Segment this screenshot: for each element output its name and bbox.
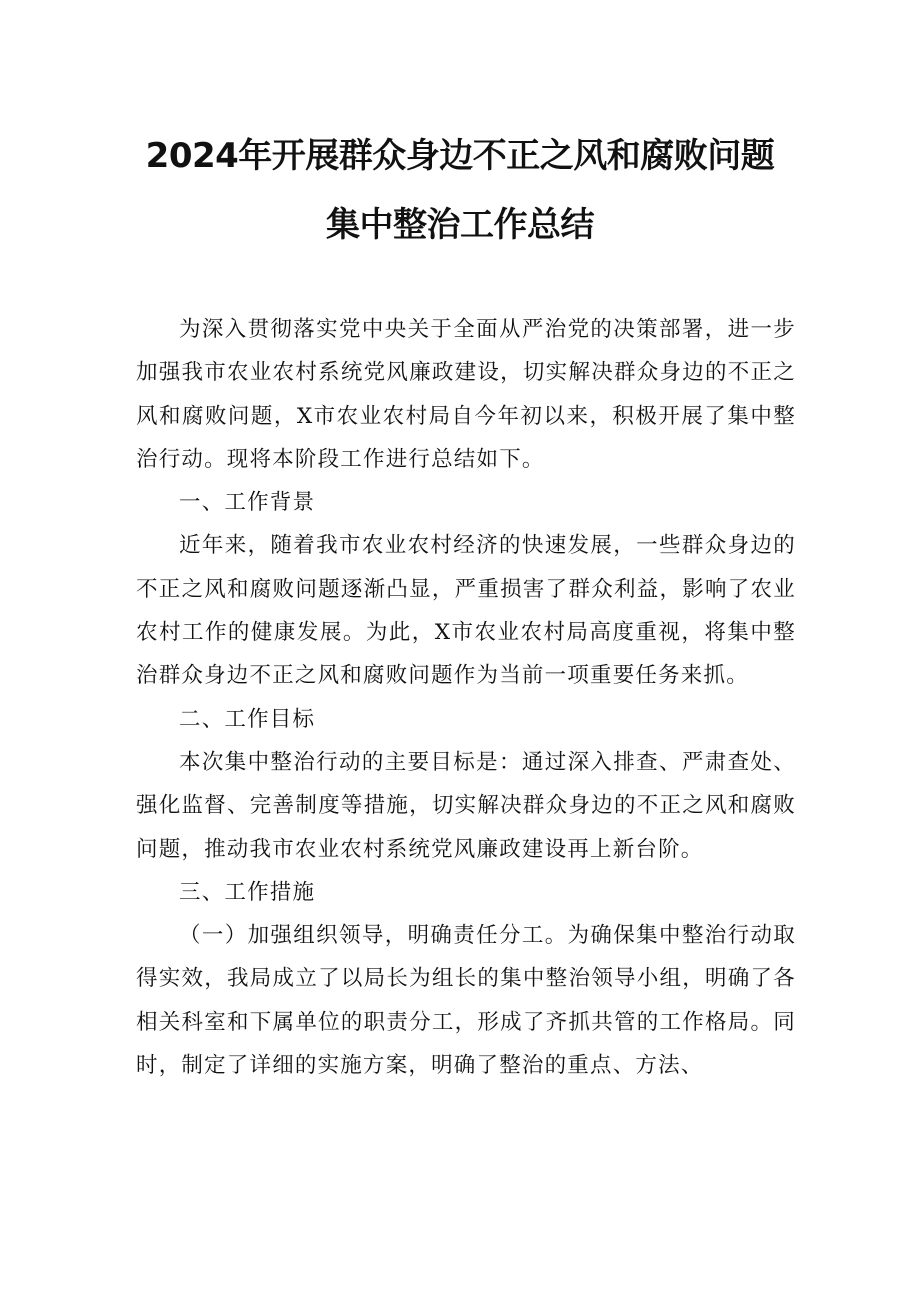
document-body	[136, 308, 796, 1087]
intro-paragraph: 为深入贯彻落实党中央关于全面从严治党的决策部署，进一步加强我市农业农村系统党风廉政建设，切实解决群众身边的不正之风和腐败问题，X市农业农村局自今年初以来，积极开展了集中整治行动。现将本阶段工作进行总结如下。	[136, 317, 796, 472]
section-heading-measures: 三、工作措施	[179, 879, 316, 905]
section-heading-background: 一、工作背景	[179, 490, 316, 516]
document-title-line-1: 2024年开展群众身边不正之风和腐败问题	[145, 136, 775, 176]
measures-paragraph: （一）加强组织领导，明确责任分工。为确保集中整治行动取得实效，我局成立了以局长为组长的集中整治领导小组，明确了各相关科室和下属单位的职责分工，形成了齐抓共管的工作格局。同时，制定了详细的实施方案，明确了整治的重点、方法、	[136, 923, 796, 1079]
background-paragraph: 近年来，随着我市农业农村经济的快速发展，一些群众身边的不正之风和腐败问题逐渐凸显，严重损害了群众利益，影响了农业农村工作的健康发展。为此，X市农业农村局高度重视，将集中整治群众身边不正之风和腐败问题作为当前一项重要任务来抓。	[136, 533, 796, 689]
document-title-line-2: 集中整治工作总结	[326, 205, 594, 245]
goals-paragraph: 本次集中整治行动的主要目标是：通过深入排查、严肃查处、强化监督、完善制度等措施，切实解决群众身边的不正之风和腐败问题，推动我市农业农村系统党风廉政建设再上新台阶。	[136, 749, 796, 862]
section-heading-goals: 二、工作目标	[179, 706, 316, 732]
